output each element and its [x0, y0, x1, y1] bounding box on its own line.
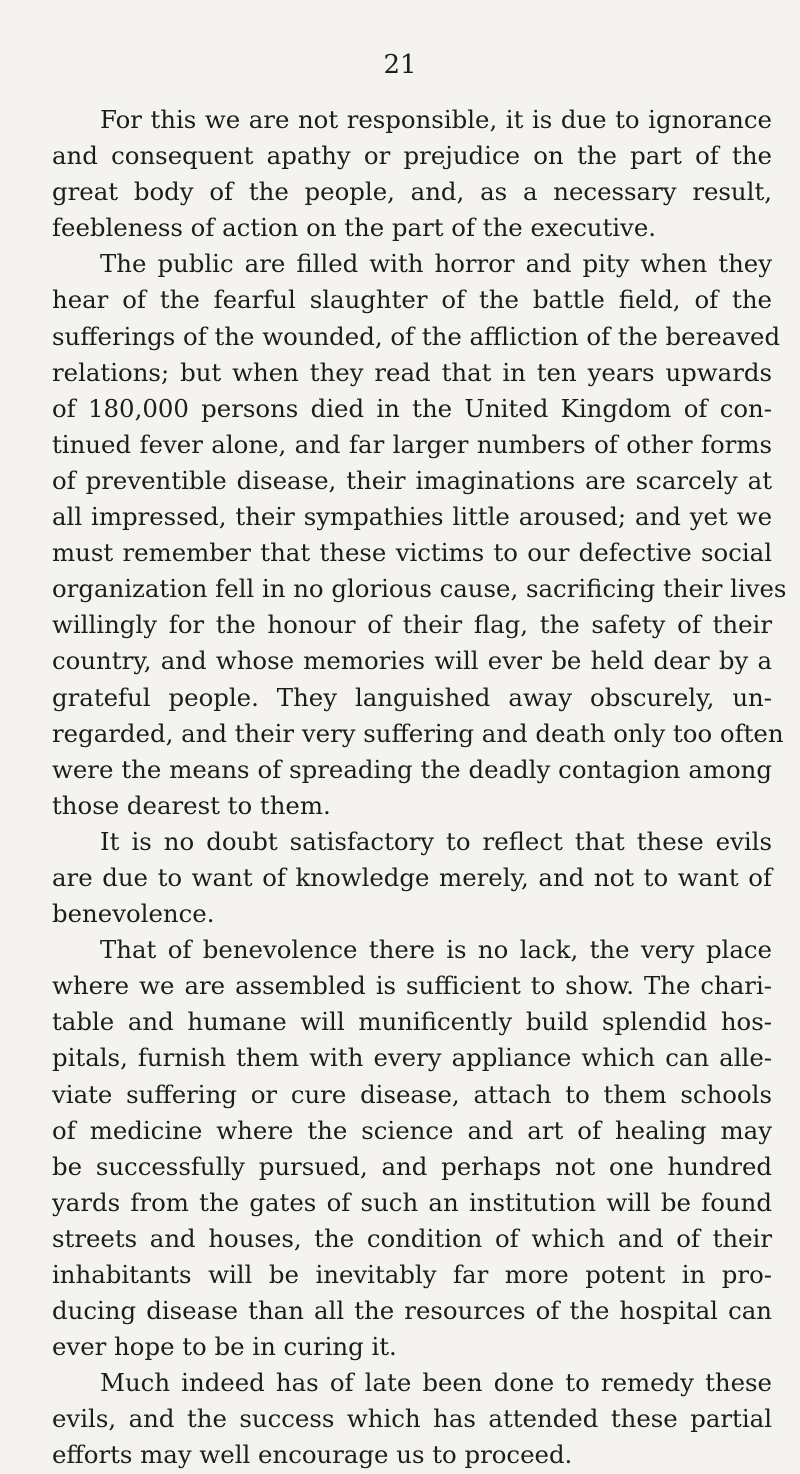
text-line: relations; but when they read that in ten years upwards: [52, 357, 772, 387]
text-line: table and humane will munificently build splendid hos-: [52, 1007, 772, 1037]
text-line: must remember that these victims to our defective social: [52, 538, 772, 568]
text-line: Much indeed has of late been done to remedy these: [100, 1368, 772, 1398]
text-line: be successfully pursued, and perhaps not one hundred: [52, 1151, 772, 1181]
text-line: That of benevolence there is no lack, the very place: [100, 935, 772, 965]
text-line: sufferings of the wounded, of the affliction of the bereaved: [52, 321, 781, 351]
text-line: The public are filled with horror and pity when they: [100, 249, 772, 279]
text-line: of preventible disease, their imaginations are scarcely at: [52, 465, 772, 495]
text-line: evils, and the success which has attended these partial: [52, 1404, 772, 1434]
text-line: It is no doubt satisfactory to reflect that these evils: [100, 826, 772, 856]
text-line: willingly for the honour of their flag, the safety of their: [52, 610, 772, 640]
text-line: For this we are not responsible, it is due to ignorance: [100, 105, 772, 134]
text-line: all impressed, their sympathies little aroused; and yet we: [52, 502, 772, 532]
text-line: those dearest to them.: [52, 790, 331, 820]
text-line: ever hope to be in curing it.: [52, 1332, 397, 1362]
text-line: great body of the people, and, as a necessary result,: [52, 177, 772, 207]
text-line: ducing disease than all the resources of the hospital can: [52, 1296, 772, 1326]
text-line: of medicine where the science and art of healing may: [52, 1115, 772, 1145]
text-line: efforts may well encourage us to proceed.: [52, 1440, 573, 1470]
text-line: regarded, and their very suffering and death only too often: [52, 718, 784, 748]
text-line: and consequent apathy or prejudice on the part of the: [52, 141, 772, 171]
text-line: yards from the gates of such an institution will be found: [52, 1187, 772, 1217]
text-line: streets and houses, the condition of which and of their: [52, 1223, 772, 1253]
text-line: inhabitants will be inevitably far more potent in pro-: [52, 1260, 772, 1289]
text-line: tinued fever alone, and far larger numbers of other forms: [52, 429, 772, 459]
text-line: grateful people. They languished away obscurely, un-: [52, 682, 772, 712]
text-line: organization fell in no glorious cause, sacrificing their lives: [52, 574, 787, 604]
text-line: are due to want of knowledge merely, and not to want of: [52, 862, 772, 892]
page-number: 21: [383, 50, 417, 80]
text-line: hear of the fearful slaughter of the battle field, of the: [52, 285, 772, 315]
text-line: benevolence.: [52, 899, 215, 929]
text-line: of 180,000 persons died in the United Kingdom of con-: [52, 393, 772, 423]
text-line: pitals, furnish them with every appliance which can alle-: [52, 1043, 772, 1073]
text-line: viate suffering or cure disease, attach to them schools: [52, 1079, 772, 1109]
text-line: where we are assembled is sufficient to show. The chari-: [52, 971, 772, 1001]
text-line: were the means of spreading the deadly contagion among: [52, 754, 772, 784]
text-line: country, and whose memories will ever be held dear by a: [52, 646, 772, 676]
text-line: feebleness of action on the part of the executive.: [52, 213, 657, 243]
body-text: [52, 102, 787, 1474]
